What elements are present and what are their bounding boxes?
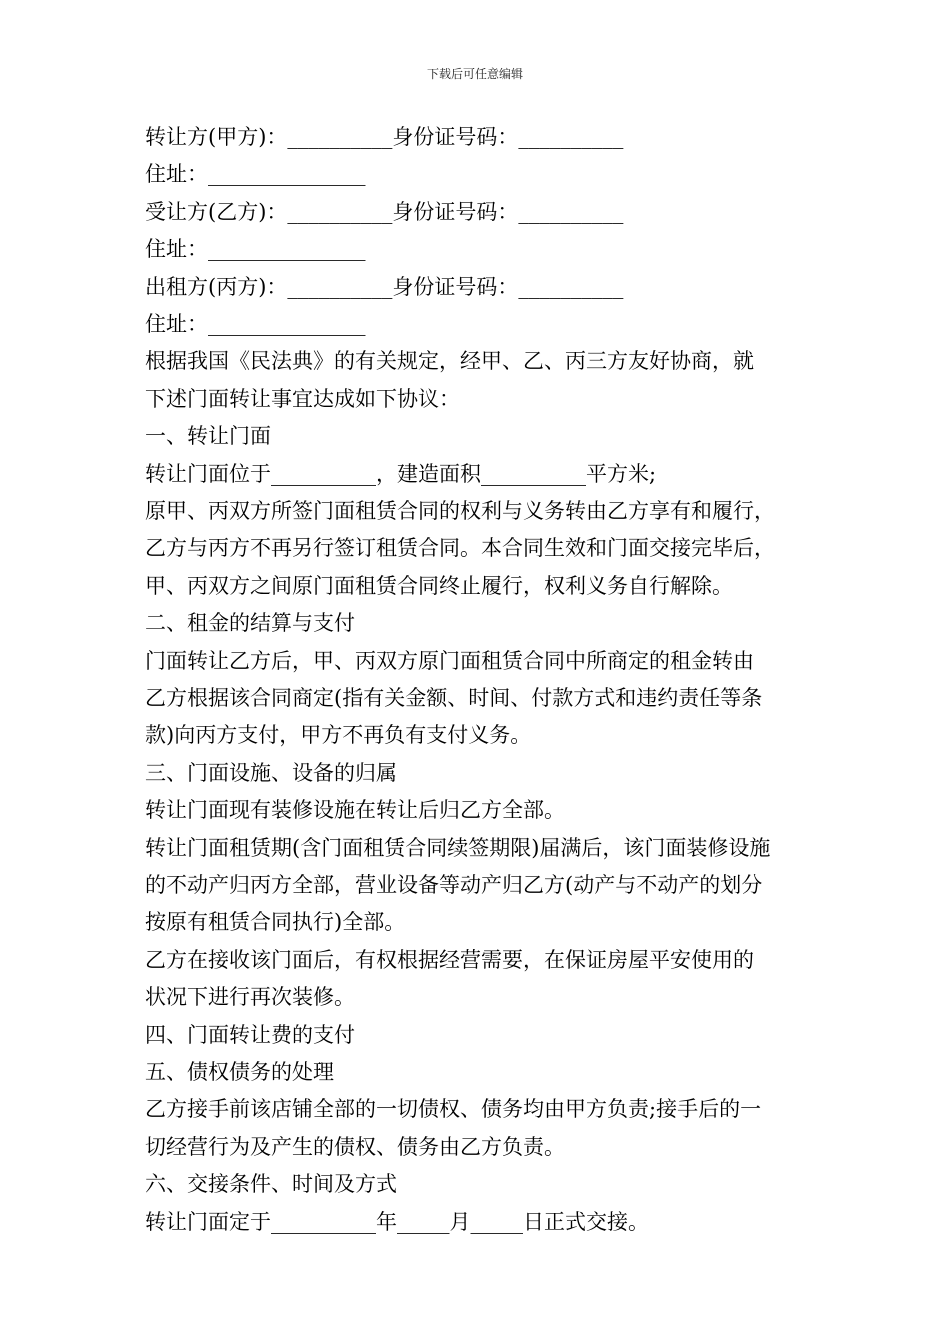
section-3-line: 状况下进行再次装修。 xyxy=(145,985,355,1010)
transferor-field: 转让方(甲方)：__________身份证号码：__________ xyxy=(145,125,624,149)
section-3-line: 转让门面现有装修设施在转让后归乙方全部。 xyxy=(145,798,565,823)
page-header: 下载后可任意编辑 xyxy=(426,67,523,81)
section-2-line: 门面转让乙方后，甲、丙双方原门面租赁合同中所商定的租金转由 xyxy=(145,648,754,673)
intro-line: 根据我国《民法典》的有关规定，经甲、乙、丙三方友好协商，就 xyxy=(145,349,754,374)
section-heading-4: 四、门面转让费的支付 xyxy=(145,1022,355,1047)
section-3-line: 按原有租赁合同执行)全部。 xyxy=(145,910,406,935)
section-1-line: 乙方与丙方不再另行签订租赁合同。本合同生效和门面交接完毕后， xyxy=(145,536,775,561)
section-heading-2: 二、租金的结算与支付 xyxy=(145,611,355,636)
section-heading-5: 五、债权债务的处理 xyxy=(145,1060,334,1085)
section-5-line: 切经营行为及产生的债权、债务由乙方负责。 xyxy=(145,1134,565,1159)
transferee-field: 受让方(乙方)：__________身份证号码：__________ xyxy=(145,199,624,224)
intro-line: 下述门面转让事宜达成如下协议： xyxy=(145,386,460,411)
section-6-line: 转让门面定于__________年_____月_____日正式交接。 xyxy=(145,1209,649,1234)
document-body xyxy=(145,119,825,1241)
section-3-line: 乙方在接收该门面后，有权根据经营需要，在保证房屋平安使用的 xyxy=(145,947,754,972)
section-3-line: 转让门面租赁期(含门面租赁合同续签期限)届满后，该门面装修设施 xyxy=(145,835,771,860)
section-1-line: 甲、丙双方之间原门面租赁合同终止履行，权利义务自行解除。 xyxy=(145,573,733,598)
section-3-line: 的不动产归丙方全部，营业设备等动产归乙方(动产与不动产的划分 xyxy=(145,873,763,898)
section-heading-3: 三、门面设施、设备的归属 xyxy=(145,760,397,785)
section-heading-6: 六、交接条件、时间及方式 xyxy=(145,1172,397,1197)
lessor-field: 出租方(丙方)：__________身份证号码：__________ xyxy=(145,274,624,299)
transferor-address-field: 住址：_______________ xyxy=(145,162,366,187)
section-1-line: 原甲、丙双方所签门面租赁合同的权利与义务转由乙方享有和履行， xyxy=(145,498,775,523)
section-heading-1: 一、转让门面 xyxy=(145,424,271,449)
section-1-line: 转让门面位于__________，建造面积__________平方米; xyxy=(145,461,657,486)
section-5-line: 乙方接手前该店铺全部的一切债权、债务均由甲方负责;接手后的一 xyxy=(145,1097,762,1122)
transferee-address-field: 住址：_______________ xyxy=(145,237,366,262)
section-2-line: 款)向丙方支付，甲方不再负有支付义务。 xyxy=(145,723,532,748)
section-2-line: 乙方根据该合同商定(指有关金额、时间、付款方式和违约责任等条 xyxy=(145,685,763,710)
lessor-address-field: 住址：_______________ xyxy=(145,311,366,336)
